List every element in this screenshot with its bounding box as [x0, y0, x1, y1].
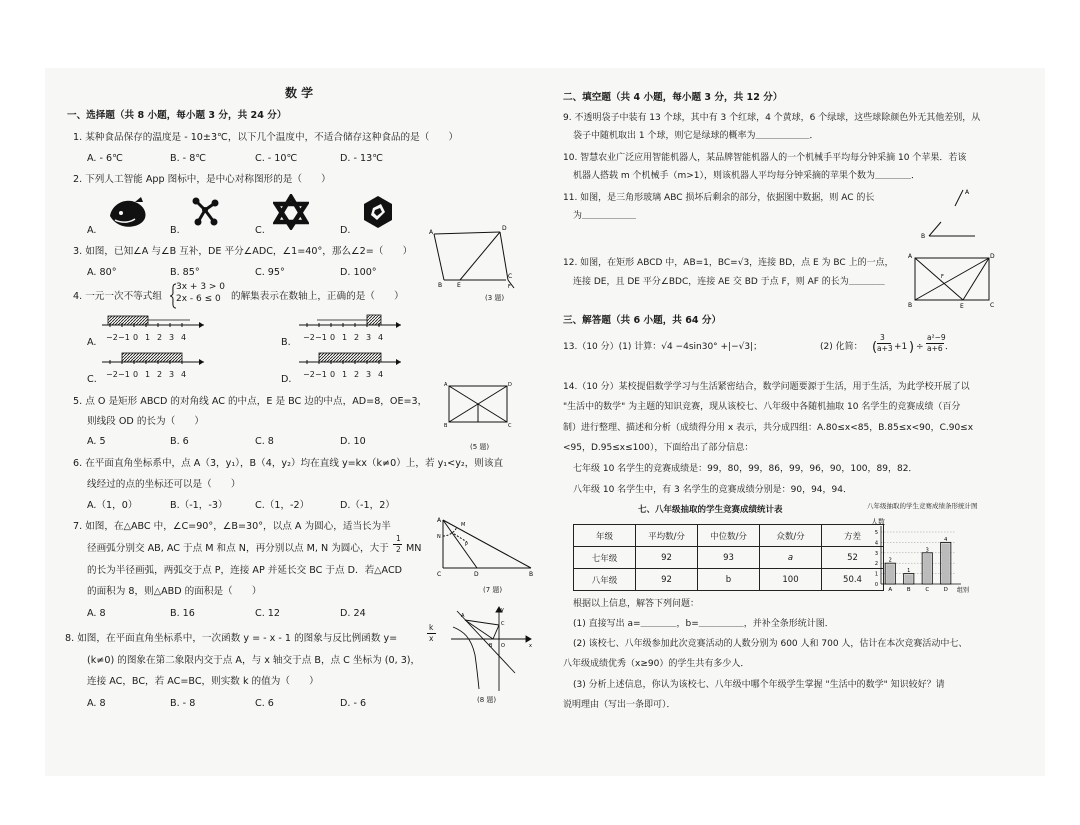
q2-option-b: B. — [170, 225, 180, 236]
svg-text:B: B — [438, 282, 443, 289]
question-7-line-4: 的面积为 8，则△ABD 的面积是（ ） — [87, 586, 262, 597]
q8-option-c: C. 6 — [255, 698, 274, 709]
bar-fill — [905, 575, 913, 583]
y-tick-label: 3 — [874, 550, 878, 557]
question-7-mn: MN — [406, 543, 422, 554]
tick-label: −1 — [118, 370, 130, 379]
question-14-line-2: "生活中的数学" 为主题的知识竞赛，现从该校七、八年级中各随机抽取 10 名学生的竞赛成绩（百分 — [563, 402, 961, 412]
svg-text:A: A — [429, 229, 434, 236]
x-tick-label: C — [925, 587, 930, 593]
stats-table-title: 七、八年级抽取的学生竞赛成绩统计表 — [638, 505, 783, 515]
x-tick-label: D — [943, 587, 948, 593]
svg-text:P: P — [465, 542, 469, 548]
section-3-heading: 三、解答题（共 6 小题，共 64 分） — [563, 315, 722, 326]
q8-fraction-numerator: k — [429, 623, 434, 632]
hexagon-app-icon — [360, 194, 396, 230]
q5-figure-caption: (5 题) — [470, 443, 490, 451]
q8-option-b: B. - 8 — [170, 698, 196, 709]
tick-label: 0 — [133, 370, 139, 379]
tick-label: 1 — [342, 370, 348, 379]
q4-option-a: A. — [87, 337, 97, 348]
q11-figure — [919, 186, 979, 240]
svg-text:F: F — [508, 284, 511, 290]
paper-title: 数 学 — [285, 86, 314, 100]
tick-label: −2 — [106, 333, 118, 342]
question-7-line-2: 径画弧分别交 AB, AC 于点 M 和点 N，再分别以点 M, N 为圆心，大于 — [87, 543, 389, 554]
q4-option-c: C. — [87, 374, 97, 385]
q13-divide: ÷ — [916, 342, 924, 352]
question-14-part-1: (1) 直接写出 a=＿＿＿＿，b=＿＿＿＿＿，并补全条形统计图． — [573, 619, 834, 629]
tick-label: 0 — [330, 333, 336, 342]
table-cell: 93 — [698, 547, 760, 569]
question-14-prompt: 根据以上信息，解答下列问题： — [573, 599, 700, 609]
svg-text:B: B — [529, 571, 534, 578]
q6-option-c: C.（1，-2） — [255, 500, 310, 511]
q8-option-a: A. 8 — [87, 698, 106, 709]
q7-option-c: C. 12 — [255, 608, 281, 619]
tick-label: 4 — [181, 333, 187, 342]
q1-option-d: D. - 13℃ — [340, 153, 383, 164]
q2-option-a: A. — [87, 225, 97, 236]
x-tick-label: A — [888, 587, 893, 593]
x-tick-label: B — [906, 587, 911, 593]
exam-paper — [45, 68, 1045, 776]
section-1-heading: 一、选择题（共 8 小题，每小题 3 分，共 24 分） — [67, 110, 287, 121]
question-13-part-2-label: (2) 化简： — [820, 342, 863, 352]
stats-table — [573, 524, 884, 591]
table-header-row — [574, 525, 884, 547]
q8-figure-caption: (8 题) — [477, 696, 497, 704]
tick-label: 2 — [157, 370, 163, 379]
bar-chart — [867, 524, 977, 596]
q2-option-c: C. — [255, 225, 265, 236]
question-10-line-1: 10. 智慧农业广泛应用智能机器人，某品牌智能机器人的一个机械手平均每分钟采摘 10 个苹果．若该 — [563, 153, 967, 163]
tick-label: 0 — [330, 370, 336, 379]
svg-text:E: E — [457, 282, 461, 289]
tick-label: 3 — [366, 333, 372, 342]
tick-label: 1 — [342, 333, 348, 342]
svg-text:x: x — [529, 643, 532, 649]
table-row — [574, 547, 884, 569]
question-14-line-1: 14.（10 分）某校提倡数学学习与生活紧密结合，数学问题要源于生活，用于生活，为此学校开展了以 — [563, 382, 970, 392]
tick-label: 2 — [157, 333, 163, 342]
q1-option-b: B. - 8℃ — [170, 153, 207, 164]
bar-fill — [886, 564, 894, 583]
svg-text:A: A — [437, 517, 442, 524]
tick-label: 1 — [145, 370, 151, 379]
table-header-cell: 众数/分 — [760, 525, 822, 547]
svg-text:B: B — [489, 643, 493, 649]
q4-system-line-2: 2x - 6 ≤ 0 — [176, 294, 221, 304]
question-14-part-3-line-1: (3) 分析上述信息，你认为该校七、八年级中哪个年级学生掌握 "生活中的数学" 知识较好？请 — [573, 680, 945, 690]
svg-text:C: C — [508, 273, 513, 280]
tick-label: 0 — [133, 333, 139, 342]
question-14-part-2-line-2: 八年级成绩优秀（x≥90）的学生共有多少人． — [563, 659, 750, 669]
section-2-heading: 二、填空题（共 4 小题，每小题 3 分，共 12 分） — [563, 92, 783, 103]
number-line-b — [297, 313, 407, 333]
q13-close-paren: ) — [909, 340, 915, 355]
q5-figure — [443, 380, 513, 428]
q4-system-line-1: 3x + 3 > 0 — [176, 282, 226, 292]
tick-label: −1 — [118, 333, 130, 342]
bar-data-label: 2 — [888, 557, 892, 564]
table-cell: 七年级 — [574, 547, 636, 569]
svg-text:O: O — [501, 643, 505, 649]
svg-text:F: F — [941, 274, 944, 280]
q3-option-a: A. 80° — [87, 267, 117, 278]
q8-figure — [445, 603, 535, 693]
tick-label: 2 — [354, 333, 360, 342]
q3-figure-caption: (3 题) — [485, 294, 505, 302]
bar-data-label: 4 — [944, 536, 948, 543]
number-line-c — [100, 350, 210, 370]
svg-text:B: B — [908, 302, 913, 309]
q7-option-d: D. 24 — [340, 608, 366, 619]
y-tick-label: 1 — [874, 571, 878, 578]
table-cell: 92 — [636, 569, 698, 591]
q13-open-paren: ( — [872, 340, 878, 355]
tick-label: −2 — [303, 370, 315, 379]
question-11-line-2: 为＿＿＿＿＿＿ — [573, 211, 637, 221]
svg-text:A: A — [444, 382, 448, 388]
q7-figure — [437, 516, 537, 578]
question-12-line-1: 12. 如图，在矩形 ABCD 中，AB=1，BC=√3，连接 BD，点 E 为 BC 上的一点， — [563, 258, 894, 268]
question-9-line-1: 9. 不透明袋子中装有 13 个球，其中有 3 个红球，4 个黄球，6 个绿球，这些球除颜色外无其他差别，从 — [563, 113, 981, 123]
svg-text:D: D — [474, 571, 479, 578]
svg-text:E: E — [960, 303, 964, 310]
q5-option-c: C. 8 — [255, 436, 274, 447]
question-2: 2. 下列人工智能 App 图标中，是中心对称图形的是（ ） — [73, 174, 331, 185]
q6-option-d: D.（-1，2） — [340, 500, 395, 511]
question-7-line-3: 的长为半径画弧，两弧交于点 P，连接 AP 并延长交 BC 于点 D．若△ACD — [87, 565, 403, 576]
table-cell: 八年级 — [574, 569, 636, 591]
question-8-line-2: (k≠0) 的图象在第二象限内交于点 A，与 x 轴交于点 B，点 C 坐标为 (0, 3)， — [87, 655, 421, 666]
q1-option-a: A. - 6℃ — [87, 153, 123, 164]
tick-label: 1 — [145, 333, 151, 342]
tick-label: 3 — [366, 370, 372, 379]
tick-label: −1 — [315, 333, 327, 342]
question-8-line-1: 8. 如图，在平面直角坐标系中，一次函数 y = - x - 1 的图象与反比例函数 y= — [65, 633, 398, 644]
q2-option-d: D. — [340, 225, 351, 236]
tick-label: 4 — [378, 333, 384, 342]
table-cell: a — [760, 547, 822, 569]
y-tick-label: 2 — [874, 561, 878, 568]
bar-data-label: 1 — [907, 568, 911, 575]
q4-option-b: B. — [281, 337, 291, 348]
q8-option-d: D. - 6 — [340, 698, 367, 709]
svg-text:C: C — [990, 302, 995, 309]
question-5-line-1: 5. 点 O 是矩形 ABCD 的对角线 AC 的中点，E 是 BC 边的中点，AD=8，OE=3， — [73, 396, 428, 407]
q13-period: ． — [945, 342, 955, 352]
q7-option-b: B. 16 — [170, 608, 195, 619]
question-10-line-2: 机器人搭载 m 个机械手（m>1），则该机器人平均每分钟采摘的苹果个数为＿＿＿＿． — [573, 171, 921, 181]
svg-text:B: B — [921, 233, 926, 240]
q3-option-c: C. 95° — [255, 267, 285, 278]
svg-text:C: C — [508, 423, 512, 428]
svg-text:y: y — [501, 607, 504, 613]
table-header-cell: 方差 — [822, 525, 884, 547]
svg-text:C: C — [437, 571, 442, 578]
svg-text:D: D — [508, 382, 512, 388]
svg-text:C: C — [501, 621, 505, 627]
tick-label: 4 — [378, 370, 384, 379]
q5-option-d: D. 10 — [340, 436, 366, 447]
table-cell: b — [698, 569, 760, 591]
question-4-suffix: 的解集表示在数轴上，正确的是（ ） — [231, 291, 404, 302]
q8-fraction-denominator: x — [429, 634, 434, 643]
svg-text:N: N — [437, 534, 441, 540]
tick-label: 4 — [181, 370, 187, 379]
question-14-line-4: <95，D.95≤x≤100），下面给出了部分信息： — [563, 443, 754, 453]
question-14-part-3-line-2: 说明理由（写出一条即可）． — [563, 700, 676, 710]
q13-denominator: a+6 — [927, 344, 943, 353]
question-13-part-1: 13.（10 分）(1) 计算：√4 −4sin30° +|−√3|； — [563, 342, 763, 352]
table-header-cell: 中位数/分 — [698, 525, 760, 547]
tick-label: −1 — [315, 370, 327, 379]
question-4-prefix: 4. 一元一次不等式组 — [73, 291, 162, 302]
q4-option-d: D. — [281, 374, 292, 385]
y-tick-label: 4 — [874, 540, 878, 547]
q13-paren-denominator: a+3 — [877, 344, 893, 353]
svg-text:D: D — [502, 225, 507, 232]
svg-text:A: A — [908, 253, 913, 260]
q13-paren-numerator: 3 — [880, 333, 885, 342]
svg-text:B: B — [444, 423, 448, 428]
q7-fraction-numerator: 1 — [396, 534, 401, 543]
question-11-line-1: 11. 如图，是三角形玻璃 ABC 损坏后剩余的部分，依据图中数据，则 AC 的长 — [563, 193, 875, 203]
question-12-line-2: 连接 DE，且 DE 平分∠BDC，连接 AE 交 BD 于点 F，则 AF 的长为＿＿＿＿ — [573, 277, 885, 287]
question-1: 1. 某种食品保存的温度是 - 10±3℃，以下几个温度中，不适合储存这种食品的是（ ） — [73, 132, 459, 143]
q3-option-b: B. 85° — [170, 267, 200, 278]
q5-option-a: A. 5 — [87, 436, 106, 447]
bar-chart-ylabel: 人数 — [871, 518, 885, 526]
question-5-line-2: 则线段 OD 的长为（ ） — [87, 416, 204, 427]
bar-chart-xlabel: 组别 — [956, 587, 970, 594]
tick-label: −2 — [106, 370, 118, 379]
q7-fraction-denominator: 2 — [396, 545, 401, 554]
question-14-grade8-scores: 八年级 10 名学生中，有 3 名学生的竞赛成绩分别是：90，94，94． — [573, 485, 852, 495]
number-line-a — [100, 313, 210, 333]
nodes-app-icon — [188, 195, 222, 229]
question-7-line-1: 7. 如图，在△ABC 中，∠C=90°，∠B=30°，以点 A 为圆心，适当长为半 — [73, 521, 391, 532]
svg-text:A: A — [965, 189, 970, 196]
y-tick-label: 5 — [874, 530, 878, 536]
bar-fill — [923, 554, 931, 583]
q1-option-c: C. - 10℃ — [255, 153, 298, 164]
question-9-line-2: 袋子中随机取出 1 个球，则它是绿球的概率为＿＿＿＿＿＿． — [573, 131, 819, 141]
question-6-line-1: 6. 在平面直角坐标系中，点 A（3，y₁），B（4，y₂）均在直线 y=kx（k≠0）上，若 y₁<y₂，则该直 — [73, 458, 504, 469]
bar-data-label: 3 — [925, 547, 929, 554]
question-14-line-3: 制）进行整理、描述和分析（成绩得分用 x 表示，共分成四组：A.80≤x<85，B.85≤x<90，C.90≤x — [563, 423, 974, 433]
tick-label: 3 — [169, 370, 175, 379]
question-14-part-2-line-1: (2) 该校七、八年级参加此次竞赛活动的人数分别为 600 人和 700 人，估计在本次竞赛活动中七、 — [573, 639, 968, 649]
table-row — [574, 569, 884, 591]
bar-chart-title: 八年级抽取的学生竞赛成绩条形统计图 — [867, 502, 978, 510]
q7-option-a: A. 8 — [87, 608, 106, 619]
whale-app-icon — [107, 196, 149, 230]
y-tick-label: 0 — [874, 582, 878, 588]
question-8-line-3: 连接 AC，BC，若 AC=BC，则实数 k 的值为（ ） — [87, 676, 319, 687]
table-cell: 100 — [760, 569, 822, 591]
q3-figure — [428, 222, 518, 292]
bar-fill — [942, 543, 950, 583]
tick-label: 2 — [354, 370, 360, 379]
q6-option-b: B.（-1，-3） — [170, 500, 228, 511]
q6-option-a: A.（1，0） — [87, 500, 138, 511]
q3-option-d: D. 100° — [340, 267, 377, 278]
table-cell: 50.4 — [822, 569, 884, 591]
table-cell: 92 — [636, 547, 698, 569]
svg-text:A: A — [461, 613, 465, 619]
table-cell: 52 — [822, 547, 884, 569]
table-header-cell: 年级 — [574, 525, 636, 547]
svg-text:D: D — [990, 253, 995, 260]
tick-label: −2 — [303, 333, 315, 342]
question-6-line-2: 线经过的点的坐标还可以是（ ） — [87, 479, 241, 490]
q13-numerator: a²−9 — [927, 333, 946, 342]
q12-figure — [907, 250, 997, 310]
table-header-cell: 平均数/分 — [636, 525, 698, 547]
question-3: 3. 如图，已知∠A 与∠B 互补，DE 平分∠ADC，∠1=40°，那么∠2=（ ） — [73, 246, 413, 257]
question-14-grade7-scores: 七年级 10 名学生的竞赛成绩是：99，80，99，86，99，96，90，100，89，82． — [573, 464, 918, 474]
svg-text:M: M — [461, 522, 466, 528]
q7-figure-caption: (7 题) — [483, 586, 503, 594]
number-line-d — [297, 350, 407, 370]
star-app-icon — [273, 194, 309, 230]
tick-label: 3 — [169, 333, 175, 342]
q13-paren-tail: +1 — [894, 342, 908, 352]
q5-option-b: B. 6 — [170, 436, 189, 447]
